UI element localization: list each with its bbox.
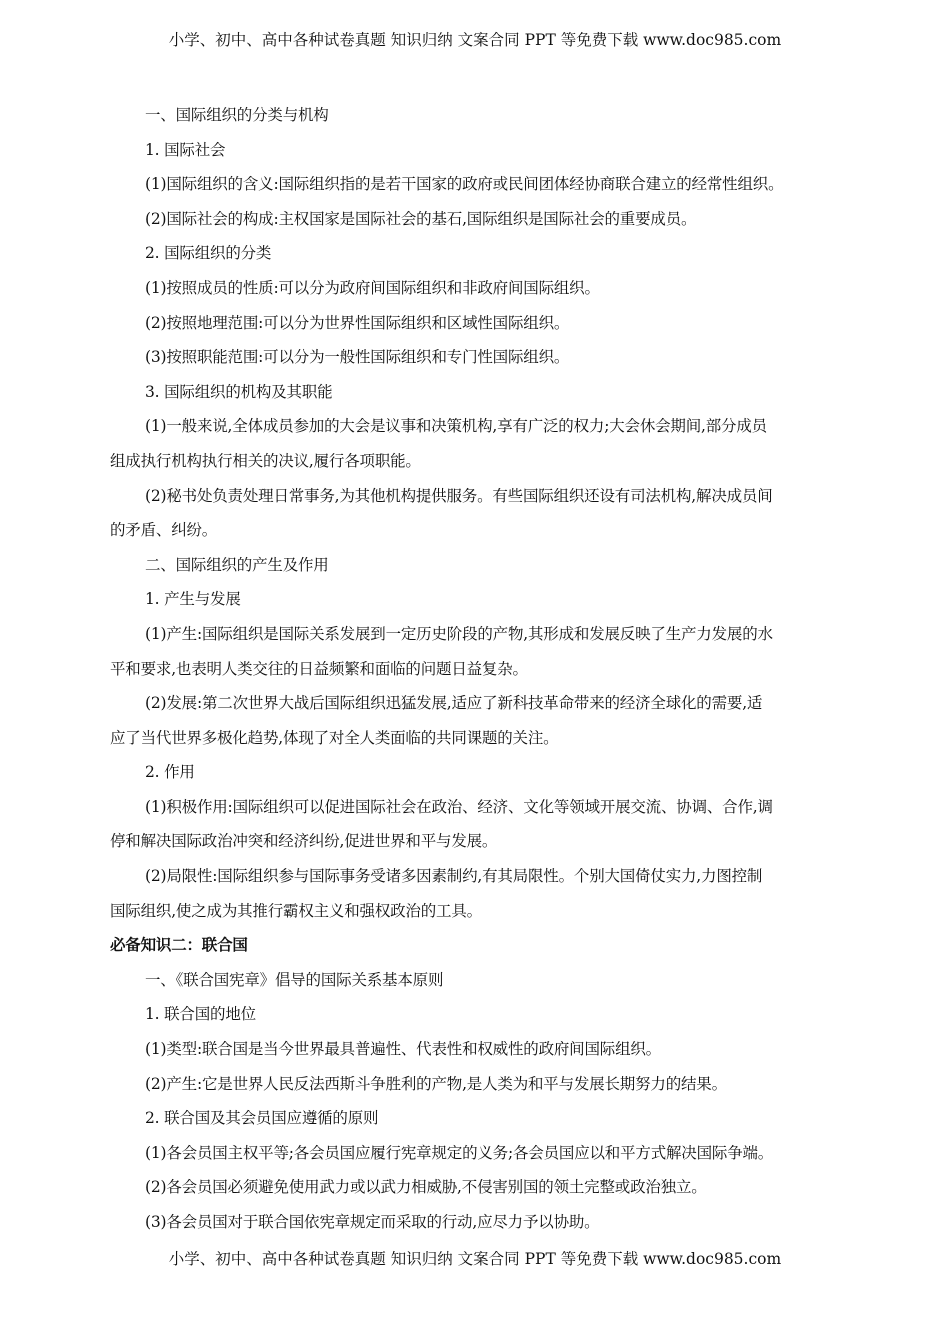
text-line: (1)各会员国主权平等;各会员国应履行宪章规定的义务;各会员国应以和平方式解决国际争端。 [145,1143,774,1162]
text-line: 平和要求,也表明人类交往的日益频繁和面临的问题日益复杂。 [110,659,528,678]
text-line: (1)一般来说,全体成员参加的大会是议事和决策机构,享有广泛的权力;大会休会期间,部分成员 [145,417,767,436]
text-line: (2)国际社会的构成:主权国家是国际社会的基石,国际组织是国际社会的重要成员。 [145,209,697,228]
text-line: (2)局限性:国际组织参与国际事务受诸多因素制约,有其局限性。个别大国倚仗实力,力图控制 [145,867,763,886]
text-line: 2. 国际组织的分类 [145,244,272,263]
text-line: 2. 联合国及其会员国应遵循的原则 [145,1109,379,1128]
text-line: (2)发展:第二次世界大战后国际组织迅猛发展,适应了新科技革命带来的经济全球化的需要,适 [145,694,763,713]
text-line: (2)产生:它是世界人民反法西斯斗争胜利的产物,是人类为和平与发展长期努力的结果。 [145,1074,727,1093]
section-heading: 必备知识二：联合国 [110,935,248,955]
text-line: (2)秘书处负责处理日常事务,为其他机构提供服务。有些国际组织还设有司法机构,解决成员间 [145,486,773,505]
text-line: 组成执行机构执行相关的决议,履行各项职能。 [110,451,421,470]
text-line: 2. 作用 [145,763,195,782]
text-line: (1)积极作用:国际组织可以促进国际社会在政治、经济、文化等领域开展交流、协调、合作,调 [145,797,773,816]
text-line: (1)产生:国际组织是国际关系发展到一定历史阶段的产物,其形成和发展反映了生产力发展的水 [145,624,773,643]
text-line: 1. 联合国的地位 [145,1005,256,1024]
page-header: 小学、初中、高中各种试卷真题 知识归纳 文案合同 PPT 等免费下载 www.doc985.com [168,31,782,49]
text-line: 1. 产生与发展 [145,590,241,609]
text-line: 二、国际组织的产生及作用 [145,555,329,574]
text-line: 的矛盾、纠纷。 [110,521,218,540]
text-line: (1)类型:联合国是当今世界最具普遍性、代表性和权威性的政府间国际组织。 [145,1040,661,1059]
text-line: (2)按照地理范围:可以分为世界性国际组织和区域性国际组织。 [145,313,570,332]
text-line: (3)按照职能范围:可以分为一般性国际组织和专门性国际组织。 [145,348,570,367]
text-line: 3. 国际组织的机构及其职能 [145,382,333,401]
text-line: 国际组织,使之成为其推行霸权主义和强权政治的工具。 [110,901,482,920]
text-line: (3)各会员国对于联合国依宪章规定而采取的行动,应尽力予以协助。 [145,1213,600,1231]
text-line: 应了当代世界多极化趋势,体现了对全人类面临的共同课题的关注。 [110,728,559,747]
text-line: (1)按照成员的性质:可以分为政府间国际组织和非政府间国际组织。 [145,278,600,297]
page-footer: 小学、初中、高中各种试卷真题 知识归纳 文案合同 PPT 等免费下载 www.doc985.com [168,1250,782,1268]
text-line: 1. 国际社会 [145,140,226,159]
text-line: 停和解决国际政治冲突和经济纠纷,促进世界和平与发展。 [110,832,498,851]
text-line: (2)各会员国必须避免使用武力或以武力相威胁,不侵害别国的领土完整或政治独立。 [145,1178,707,1197]
text-line: (1)国际组织的含义:国际组织指的是若干国家的政府或民间团体经协商联合建立的经常性组织。 [145,175,784,194]
document-body [110,101,845,1243]
text-line: 一、国际组织的分类与机构 [145,106,329,124]
text-line: 一、《联合国宪章》倡导的国际关系基本原则 [145,970,444,989]
